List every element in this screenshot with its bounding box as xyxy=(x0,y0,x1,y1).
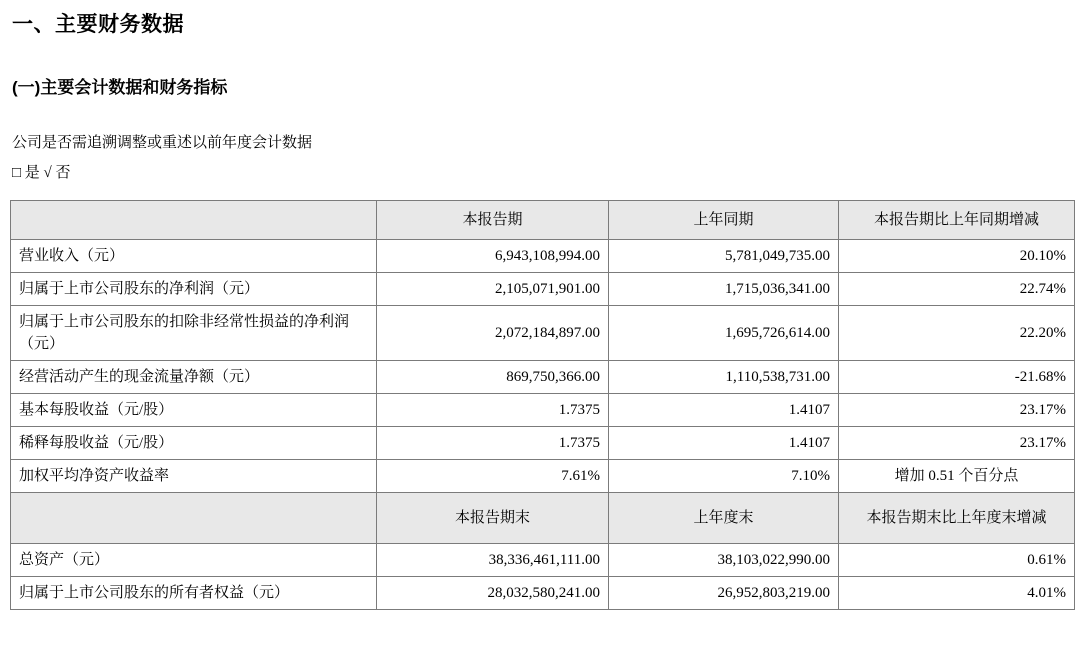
table-header-row xyxy=(11,201,1075,240)
table-row xyxy=(11,460,1075,493)
header-cell-blank xyxy=(11,201,377,240)
row-label: 加权平均净资产收益率 xyxy=(11,460,377,493)
row-label: 归属于上市公司股东的扣除非经常性损益的净利润（元） xyxy=(11,306,377,361)
table-row xyxy=(11,427,1075,460)
row-current-value: 869,750,366.00 xyxy=(377,361,609,394)
row-current-value: 6,943,108,994.00 xyxy=(377,240,609,273)
row-change-value: 4.01% xyxy=(839,577,1075,610)
row-current-value: 38,336,461,111.00 xyxy=(377,544,609,577)
row-label: 归属于上市公司股东的净利润（元） xyxy=(11,273,377,306)
financial-data-table xyxy=(10,200,1075,610)
row-change-value: 20.10% xyxy=(839,240,1075,273)
row-label: 营业收入（元） xyxy=(11,240,377,273)
row-previous-value: 7.10% xyxy=(609,460,839,493)
page-title: 一、主要财务数据 xyxy=(12,13,184,36)
subsection-title: (一)主要会计数据和财务指标 xyxy=(12,78,228,97)
header-cell-current-period: 本报告期 xyxy=(377,201,609,240)
table-subheader-row xyxy=(11,493,1075,544)
row-previous-value: 1,695,726,614.00 xyxy=(609,306,839,361)
table-row xyxy=(11,394,1075,427)
accounting-restatement-answer: □ 是 √ 否 xyxy=(12,165,71,181)
table-row xyxy=(11,361,1075,394)
row-current-value: 1.7375 xyxy=(377,427,609,460)
row-current-value: 28,032,580,241.00 xyxy=(377,577,609,610)
table-row xyxy=(11,544,1075,577)
row-label: 经营活动产生的现金流量净额（元） xyxy=(11,361,377,394)
table-row xyxy=(11,306,1075,361)
row-label: 归属于上市公司股东的所有者权益（元） xyxy=(11,577,377,610)
row-previous-value: 38,103,022,990.00 xyxy=(609,544,839,577)
row-change-value: 22.20% xyxy=(839,306,1075,361)
row-label: 稀释每股收益（元/股） xyxy=(11,427,377,460)
row-change-value: -21.68% xyxy=(839,361,1075,394)
row-previous-value: 1.4107 xyxy=(609,427,839,460)
table-row xyxy=(11,273,1075,306)
document-page xyxy=(0,10,1080,610)
row-change-value: 23.17% xyxy=(839,427,1075,460)
row-current-value: 1.7375 xyxy=(377,394,609,427)
subheader-cell-previous-year-end: 上年度末 xyxy=(609,493,839,544)
row-change-value: 23.17% xyxy=(839,394,1075,427)
subheader-cell-current-period-end: 本报告期末 xyxy=(377,493,609,544)
row-label: 总资产（元） xyxy=(11,544,377,577)
accounting-restatement-question: 公司是否需追溯调整或重述以前年度会计数据 xyxy=(12,135,313,151)
row-previous-value: 5,781,049,735.00 xyxy=(609,240,839,273)
row-previous-value: 1.4107 xyxy=(609,394,839,427)
row-change-value: 增加 0.51 个百分点 xyxy=(839,460,1075,493)
row-current-value: 7.61% xyxy=(377,460,609,493)
row-change-value: 0.61% xyxy=(839,544,1075,577)
row-current-value: 2,072,184,897.00 xyxy=(377,306,609,361)
table-row xyxy=(11,240,1075,273)
row-previous-value: 1,110,538,731.00 xyxy=(609,361,839,394)
table-row xyxy=(11,577,1075,610)
row-change-value: 22.74% xyxy=(839,273,1075,306)
header-cell-change: 本报告期比上年同期增减 xyxy=(839,201,1075,240)
header-cell-previous-period: 上年同期 xyxy=(609,201,839,240)
row-previous-value: 1,715,036,341.00 xyxy=(609,273,839,306)
row-current-value: 2,105,071,901.00 xyxy=(377,273,609,306)
row-previous-value: 26,952,803,219.00 xyxy=(609,577,839,610)
subheader-cell-blank xyxy=(11,493,377,544)
subheader-cell-change: 本报告期末比上年度末增减 xyxy=(839,493,1075,544)
row-label: 基本每股收益（元/股） xyxy=(11,394,377,427)
